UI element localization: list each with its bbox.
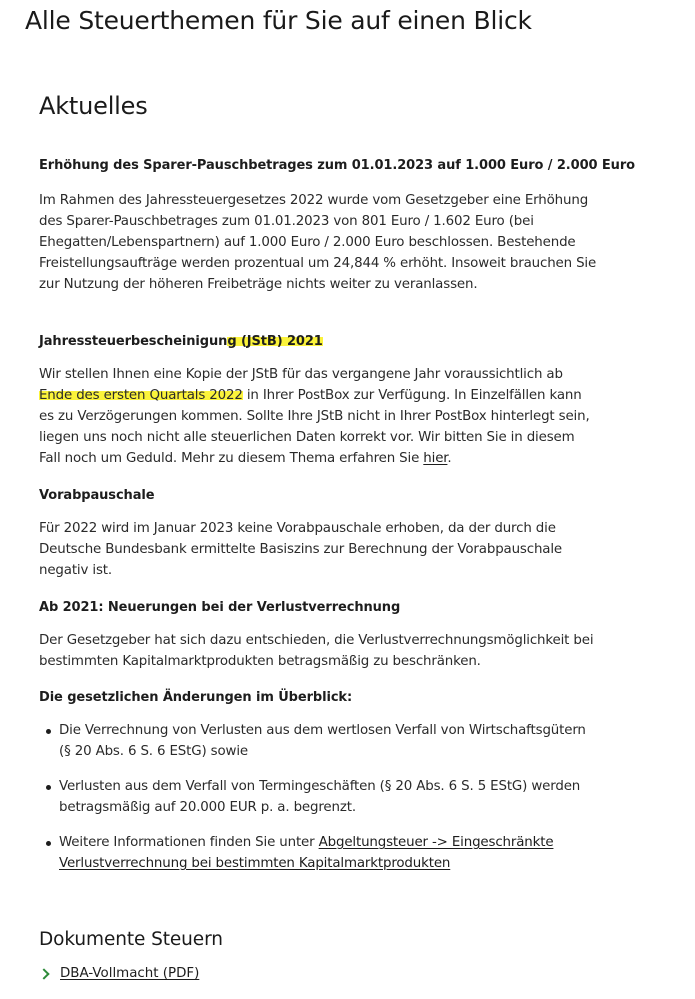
bullet-dot	[46, 729, 51, 734]
news-heading-vorabpauschale: Vorabpauschale	[39, 488, 155, 503]
news-heading-jstb	[39, 334, 323, 349]
main-content	[39, 92, 649, 981]
list-item	[39, 720, 599, 762]
bullet-dot	[46, 785, 51, 790]
news-text-vorabpauschale: Für 2022 wird im Januar 2023 keine Vorabpauschale erhoben, da der durch die Deutsche Bundesbank ermittelte Basiszins zur Berechnung der Vorabpauschale negativ ist.	[39, 521, 563, 578]
list-item-text: Die Verrechnung von Verlusten aus dem wertlosen Verfall von Wirtschaftsgütern (§ 20 Abs. 6 S. 6 EStG) sowie	[59, 723, 586, 759]
list-item-text: Verlusten aus dem Verfall von Termingeschäften (§ 20 Abs. 6 S. 5 EStG) werden betragsmäßig auf 20.000 EUR p. a. begrenzt.	[59, 779, 581, 815]
doc-link-dba-vollmacht[interactable]	[39, 966, 199, 981]
news-text-sparer-pauschbetrag: Im Rahmen des Jahressteuergesetzes 2022 wurde vom Gesetzgeber eine Erhöhung des Sparer-Pauschbetrages zum 01.01.2023 von 801 Euro / 1.602 Euro (bei Ehegatten/Lebenspartnern) auf 1.000 Euro / 2.000 Euro beschlossen. Bestehende Freistellungsaufträge werden prozentual um 24,844 % erhöht. Insoweit brauchen Sie zur Nutzung der höheren Freibeträge nichts weiter zu veranlassen.	[39, 193, 597, 292]
hier-link[interactable]: hier	[423, 451, 448, 466]
news-text-jstb-part2: in Ihrer PostBox zur Verfügung. In Einzelfällen kann es zu Verzögerungen kommen. Sollte Ihre JStB nicht in Ihrer PostBox hinterlegt sein, liegen uns noch nicht alle steuerlichen Daten korrekt vor. Wir bitten Sie in diesem Fall noch um Geduld. Mehr zu diesem Thema erfahren Sie	[39, 388, 590, 466]
highlight-marker: g (JStB) 2021	[227, 334, 323, 349]
chevron-right-icon	[38, 968, 49, 979]
news-heading-aenderungen: Die gesetzlichen Änderungen im Überblick:	[39, 690, 353, 705]
highlight-marker: Ende des ersten Quartals 2022	[39, 388, 243, 403]
changes-list	[39, 720, 599, 888]
section-title-dokumente: Dokumente Steuern	[39, 929, 223, 950]
page-title: Alle Steuerthemen für Sie auf einen Blick	[25, 6, 532, 35]
news-text-jstb-part1: Wir stellen Ihnen eine Kopie der JStB für das vergangene Jahr voraussichtlich ab	[39, 367, 563, 382]
news-heading-sparer-pauschbetrag: Erhöhung des Sparer-Pauschbetrages zum 01.01.2023 auf 1.000 Euro / 2.000 Euro	[39, 158, 635, 173]
news-heading-jstb-part1: Jahressteuerbescheinigun	[39, 334, 228, 349]
abgeltungsteuer-link[interactable]: Abgeltungsteuer -> Eingeschränkte Verlustverrechnung bei bestimmten Kapitalmarktprodukten	[59, 835, 554, 871]
news-text-jstb-end: .	[447, 451, 452, 466]
bullet-dot	[46, 841, 51, 846]
list-item	[39, 776, 599, 818]
news-heading-verlustverrechnung: Ab 2021: Neuerungen bei der Verlustverrechnung	[39, 600, 401, 615]
list-item-text: Weitere Informationen finden Sie unter	[59, 835, 319, 850]
list-item	[39, 832, 599, 874]
news-text-verlustverrechnung: Der Gesetzgeber hat sich dazu entschieden, die Verlustverrechnungsmöglichkeit bei bestimmten Kapitalmarktprodukten betragsmäßig zu beschränken.	[39, 633, 594, 669]
dba-vollmacht-link[interactable]: DBA-Vollmacht (PDF)	[60, 966, 200, 981]
news-text-jstb	[39, 364, 599, 469]
section-title-aktuelles: Aktuelles	[39, 92, 148, 120]
